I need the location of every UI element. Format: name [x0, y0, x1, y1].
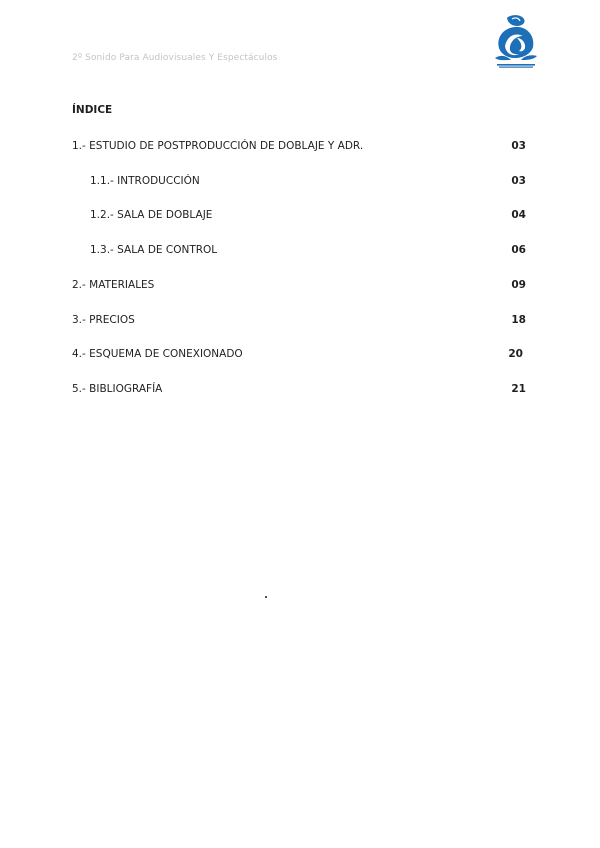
toc-entry-page: 18: [511, 314, 526, 326]
toc-subentry[interactable]: [90, 209, 526, 223]
toc-entry-label: 2.- MATERIALES: [72, 279, 155, 291]
toc-entry-page: 04: [511, 209, 526, 221]
toc-heading: ÍNDICE: [72, 104, 113, 116]
toc-entry-page: 20: [508, 348, 523, 360]
toc-entry[interactable]: [72, 348, 526, 362]
toc-entry-page: 06: [511, 244, 526, 256]
toc-entry-page: 21: [511, 383, 526, 395]
toc-entry-label: 1.3.- SALA DE CONTROL: [90, 244, 218, 256]
toc-entry[interactable]: [72, 279, 526, 293]
toc-entry[interactable]: [72, 314, 526, 328]
toc-entry-label: 3.- PRECIOS: [72, 314, 135, 326]
toc-entry-label: 1.2.- SALA DE DOBLAJE: [90, 209, 213, 221]
running-header-title: 2º Sonido Para Audiovisuales Y Espectáculos: [72, 53, 278, 63]
toc-entry-label: 1.1.- INTRODUCCIÓN: [90, 175, 200, 187]
toc-entry-page: 03: [511, 140, 526, 152]
toc-entry[interactable]: [72, 383, 526, 397]
toc-entry-page: 03: [511, 175, 526, 187]
toc-entry-label: 1.- ESTUDIO DE POSTPRODUCCIÓN DE DOBLAJE Y ADR.: [72, 140, 364, 152]
toc-subentry[interactable]: [90, 244, 526, 258]
toc-entry-page: 09: [511, 279, 526, 291]
toc-entry-label: 4.- ESQUEMA DE CONEXIONADO: [72, 348, 243, 360]
toc-subentry[interactable]: [90, 175, 526, 189]
stray-dot: [265, 596, 267, 598]
toc-entry-label: 5.- BIBLIOGRAFÍA: [72, 383, 163, 395]
toc-entry[interactable]: [72, 140, 526, 154]
school-logo-icon: [493, 14, 539, 70]
